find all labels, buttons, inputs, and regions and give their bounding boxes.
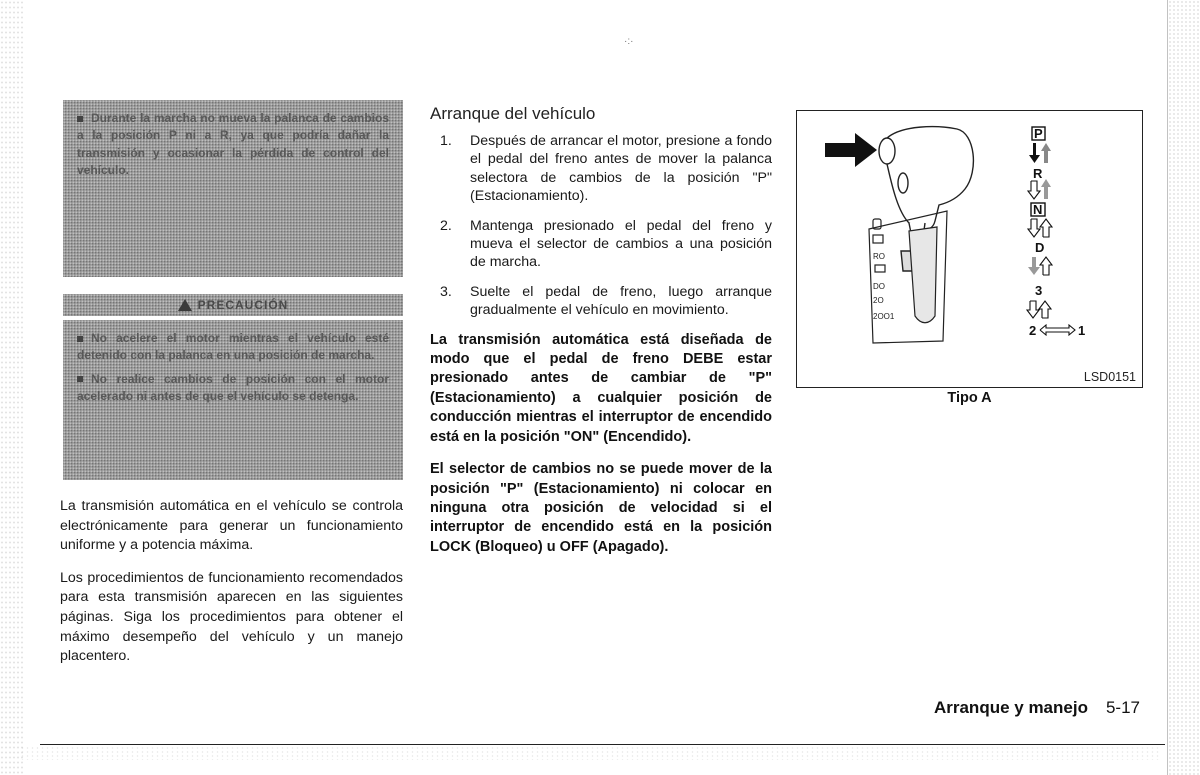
figure-caption: Tipo A (947, 390, 992, 406)
shifter-diagram (797, 111, 1141, 386)
shifter-figure (796, 110, 1143, 388)
arrow-down-icon (1028, 257, 1040, 275)
double-arrow-icon (1040, 325, 1075, 335)
panel-labels (873, 252, 895, 321)
middle-column (430, 104, 772, 570)
print-speck: ·:· (624, 36, 634, 47)
warning-triangle-icon (178, 299, 192, 311)
shift-knob (879, 127, 973, 230)
list-item (430, 283, 772, 320)
paragraph: Los procedimientos de funcionamiento recomendados para esta transmisión aparecen en las siguientes páginas. Siga los procedimientos para obtener el máximo desempeño del vehículo y un manejo placentero. (60, 569, 403, 665)
arrow-down-icon (1029, 143, 1040, 163)
gear-label-r: R (1033, 166, 1043, 181)
step-text: Mantenga presionado el pedal del freno y mueva el selector de cambios a una posición de marcha. (470, 217, 772, 271)
arrow-up-icon (1041, 143, 1051, 163)
step-number: 3. (440, 283, 452, 300)
bullet-icon (77, 336, 83, 342)
step-number: 1. (440, 133, 452, 149)
gear-label-d: D (1035, 240, 1045, 255)
step-text: Después de arrancar el motor, presione a fondo el pedal del freno antes de mover la palanca selectora de cambios de la posición "P" (Estacionamiento). (470, 133, 772, 205)
bullet-icon (77, 116, 83, 122)
gear-label-3: 3 (1035, 283, 1043, 298)
figure-code: LSD0151 (1083, 370, 1136, 384)
gear-label-n: N (1033, 202, 1043, 217)
shift-pattern (1027, 126, 1085, 338)
list-item (430, 217, 772, 272)
warning-text: Durante la marcha no mueva la palanca de cambios a la posición P ni a R, ya que podría dañar la transmisión y ocasionar la pérdida de control del vehículo. (77, 111, 389, 177)
section-heading: Arranque del vehículo (430, 104, 596, 123)
paragraph: La transmisión automática en el vehículo se controla electrónicamente para generar un funcionamiento uniforme y a potencia máxima. (60, 498, 403, 554)
list-item (430, 132, 772, 206)
arrow-down-icon (1027, 301, 1039, 318)
caution-box (63, 320, 403, 480)
bold-paragraph: La transmisión automática está diseñada de modo que el pedal de freno DEBE estar presionado antes de cambiar de "P" (Estacionamiento) a cualquier posición de conducción mientras el interruptor de encendido está en la posición "ON" (Encendido). (430, 331, 772, 445)
gear-label-p: P (1034, 126, 1043, 141)
page-number: 5-17 (1105, 698, 1140, 717)
arrow-up-icon (1040, 219, 1052, 237)
gear-label-1: 1 (1078, 323, 1086, 338)
step-number: 2. (440, 217, 452, 234)
page-edge-right (1167, 0, 1200, 775)
bold-paragraph: El selector de cambios no se puede mover de la posición "P" (Estacionamiento) ni colocar en ninguna otra posición de velocidad si el interruptor de encendido está en la posición LOCK (Bloqueo) u OFF (Apagado). (430, 461, 772, 555)
arrow-down-icon (1028, 181, 1040, 199)
page-footer (934, 698, 1140, 718)
panel-label: 2OO1 (873, 312, 895, 321)
caution-title: PRECAUCIÓN (197, 298, 289, 312)
bullet-icon (77, 376, 83, 382)
arrow-down-icon (1028, 219, 1040, 237)
warning-box (63, 100, 403, 277)
footer-section-title: Arranque y manejo (933, 698, 1088, 717)
left-body-text (60, 497, 403, 680)
arrow-up-icon (1039, 301, 1051, 318)
caution-item: No realice cambios de posición con el motor acelerado ni antes de que el vehículo se detenga. (77, 371, 389, 403)
gate-panel (869, 211, 947, 343)
arrow-up-icon (1041, 179, 1051, 199)
caution-item: No acelere el motor mientras el vehículo esté detenido con la palanca en una posición de marcha. (77, 331, 389, 363)
bottom-rule (40, 744, 1165, 745)
panel-label: RO (873, 252, 885, 261)
pointer-arrow-icon (825, 133, 877, 167)
panel-label: DO (873, 282, 885, 291)
step-text: Suelte el pedal de freno, luego arranque gradualmente el vehículo en movimiento. (470, 283, 772, 319)
page-edge-left (0, 0, 24, 775)
bottom-noise (20, 746, 1160, 760)
panel-label: 2O (873, 296, 884, 305)
gear-label-2: 2 (1029, 323, 1037, 338)
arrow-up-icon (1040, 257, 1052, 275)
steps-list (430, 132, 772, 320)
caution-header (63, 294, 403, 316)
